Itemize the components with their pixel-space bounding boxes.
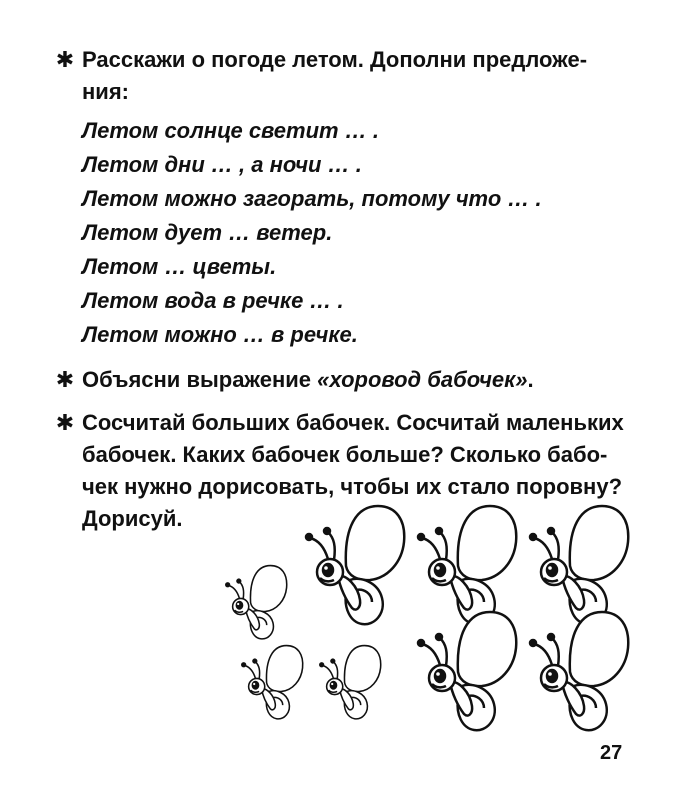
sentence-item: Летом дует … ветер. bbox=[82, 220, 333, 245]
task-2-quote: «хоровод бабочек» bbox=[317, 367, 528, 392]
star-bullet-icon: ✱ bbox=[55, 410, 75, 435]
sentence-item: Летом … цветы. bbox=[82, 254, 277, 279]
sentence-item: Летом солнце светит … . bbox=[82, 118, 379, 143]
task-1-text: Расскажи о погоде летом. Дополни предложе- ния: bbox=[82, 47, 588, 104]
big-butterfly bbox=[530, 506, 628, 624]
sentence-item: Летом вода в речке … . bbox=[82, 288, 344, 313]
star-bullet-icon: ✱ bbox=[55, 47, 75, 72]
sentence-item: Летом можно загорать, потому что … . bbox=[82, 186, 542, 211]
small-butterfly bbox=[320, 646, 381, 719]
big-butterfly bbox=[306, 506, 404, 624]
small-butterfly bbox=[226, 566, 287, 639]
task-3-text: Сосчитай больших бабочек. Сосчитай маленьких бабочек. Каких бабочек больше? Сколько бабо- чек нужно дорисовать, чтобы их стало поровну? Дорисуй. bbox=[82, 410, 624, 531]
star-bullet-icon: ✱ bbox=[55, 367, 75, 392]
task-2-suffix: . bbox=[527, 367, 534, 392]
big-butterfly bbox=[418, 506, 516, 624]
sentence-item: Летом дни … , а ночи … . bbox=[82, 152, 362, 177]
small-butterfly bbox=[242, 646, 303, 719]
big-butterfly bbox=[418, 612, 516, 730]
sentence-item: Летом можно … в речке. bbox=[82, 322, 358, 347]
big-butterfly bbox=[530, 612, 628, 730]
page-number: 27 bbox=[600, 742, 623, 764]
task-2-prefix: Объясни выражение bbox=[82, 367, 318, 392]
